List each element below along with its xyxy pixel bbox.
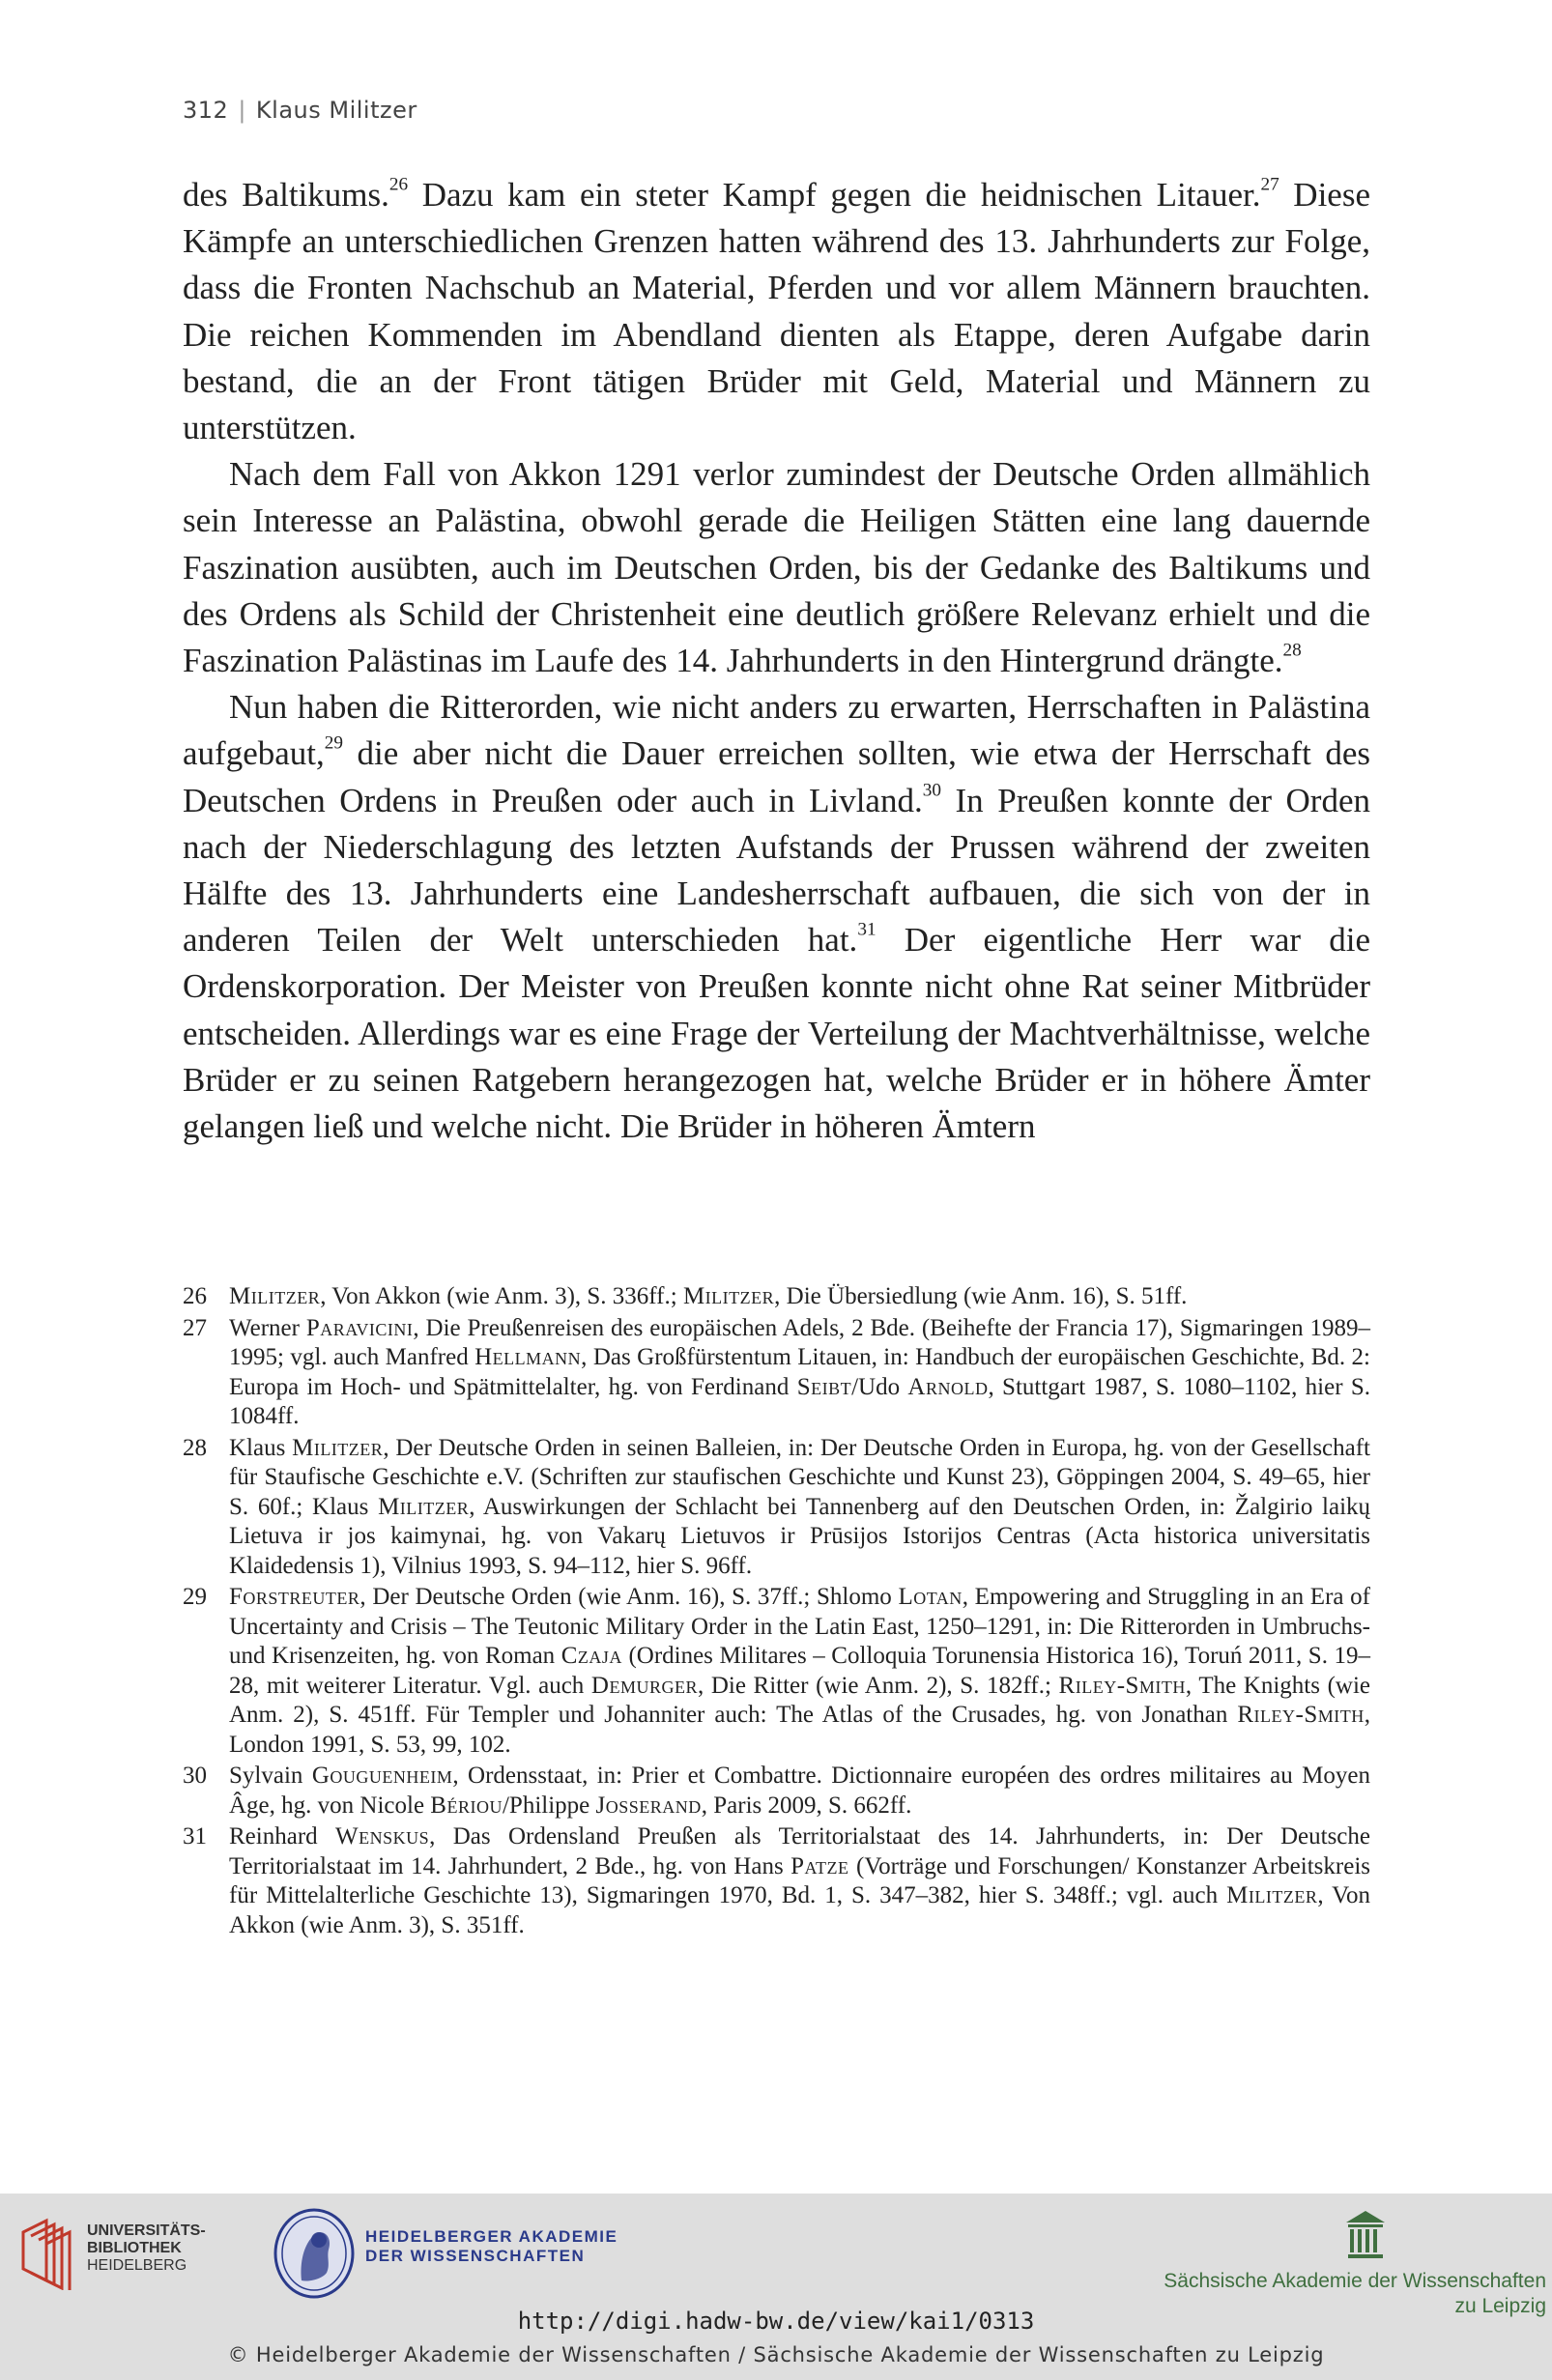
author-name: Josserand <box>595 1792 702 1819</box>
footnote-30 <box>183 1762 1370 1821</box>
text-run: , Von Akkon (wie Anm. 3), S. 351ff. <box>229 1882 1370 1938</box>
text-run: , London 1991, S. 53, 99, 102. <box>229 1702 1370 1758</box>
running-author: Klaus Militzer <box>255 97 417 124</box>
text-run: die aber nicht die Dauer erreichen sollten, wie etwa der Herrschaft des Deutschen Ordens in Preußen oder auch in Livland. <box>183 734 1370 819</box>
ub-heidelberg-wordmark <box>87 2222 206 2275</box>
text-run: Nach dem Fall von Akkon 1291 verlor zumindest der Deutsche Orden allmählich sein Interesse an Palästina, obwohl gerade die Heiligen Stätten eine lang dauernde Faszination ausübten, auch im Deutschen Orden, bis der Gedanke des Baltikums und des Ordens als Schild der Christenheit eine deutlich größere Relevanz erhielt und die Faszination Palästinas im Laufe des 14. Jahrhunderts in den Hintergrund drängte. <box>183 455 1370 680</box>
text-run: , Die Preußenreisen des europäischen Adels, 2 Bde. (Beihefte der Francia 17), Sigmaringen 1989–1995; vgl. auch Manfred <box>229 1314 1370 1370</box>
text-run: Der eigentliche Herr war die Ordenskorporation. Der Meister von Preußen konnte nicht ohne Rat seiner Mitbrüder entscheiden. Allerdings war es eine Frage der Verteilung der Machtverhältnisse, welche Brüder er zu seinen Ratgebern herangezogen hat, welche Brüder er in höhere Ämter gelangen ließ und welche nicht. Die Brüder in höheren Ämtern <box>183 921 1370 1146</box>
author-name: Arnold <box>907 1373 989 1400</box>
author-name: Forstreuter <box>229 1584 360 1610</box>
author-name: Riley-Smith <box>1058 1672 1186 1699</box>
text-run: , Empowering and Struggling in an Era of Uncertainty and Crisis – The Teutonic Military Order in the Latin East, 1250–1291, in: Die Ritterorden in Umbruchs- und Krisenzeiten, hg. von Roman <box>229 1584 1370 1669</box>
text-run: , Das Großfürstentum Litauen, in: Handbuch der europäischen Geschichte, Bd. 2: Europa im Hoch- und Spätmittelalter, hg. von Ferdinand <box>229 1344 1370 1400</box>
author-name: Militzer <box>292 1434 384 1461</box>
author-name: Seibt <box>796 1373 852 1400</box>
running-header <box>183 97 417 124</box>
paragraph-2 <box>183 451 1370 684</box>
saw-line-1: Sächsische Akademie der Wissenschaften <box>1164 2270 1546 2292</box>
text-run: Nun haben die Ritterorden, wie nicht anders zu erwarten, Herrschaften in Palästina aufgebaut, <box>183 688 1370 773</box>
text-run: (Ordines Militares – Colloquia Torunensia Historica 16), Toruń 2011, S. 19–28, mit weiterer Literatur. Vgl. auch <box>229 1643 1370 1699</box>
text-run: Werner <box>229 1314 306 1341</box>
author-name: Gouguenheim <box>311 1763 453 1789</box>
author-name: Militzer <box>682 1283 775 1309</box>
footnote-number: 29 <box>183 1584 207 1610</box>
author-name: Czaja <box>560 1643 622 1669</box>
author-name: Wenskus <box>335 1823 430 1850</box>
ub-line-2: BIBLIOTHEK <box>87 2240 182 2256</box>
text-run: Diese Kämpfe an unterschiedlichen Grenzen hatten während des 13. Jahrhunderts zur Folge, dass die Fronten Nachschub an Material, Pferden und vor allem Männern brauchten. Die reichen Kommenden im Abendland dienten als Etappe, deren Aufgabe darin bestand, die an der Front tätigen Brüder mit Geld, Material und Männern zu unterstützen. <box>183 176 1370 447</box>
text-run: /Udo <box>851 1373 908 1400</box>
footnote-27 <box>183 1314 1370 1432</box>
text-run: , Auswirkungen der Schlacht bei Tannenberg auf den Deutschen Orden, in: Žalgirio laikų Lietuva ir jos kaimynai, hg. von Vakarų Lietuvos ir Prūsijos Istorijos Centras (Acta historica universitatis Klaidedensis 1), Vilnius 1993, S. 94–112, hier S. 96ff. <box>229 1493 1371 1579</box>
copyright-notice: © Heidelberger Akademie der Wissenschaften / Sächsische Akademie der Wissenschaften zu Leipzig <box>227 2343 1325 2366</box>
text-run: Dazu kam ein steter Kampf gegen die heidnischen Litauer. <box>408 176 1261 214</box>
source-url-link[interactable]: http://digi.hadw-bw.de/view/kai1/0313 <box>517 2308 1035 2335</box>
hadw-wordmark <box>365 2227 618 2266</box>
footnote-number: 31 <box>183 1823 207 1850</box>
footnote-number: 26 <box>183 1283 207 1309</box>
footnote-number: 30 <box>183 1763 207 1789</box>
author-name: Demurger <box>590 1672 698 1699</box>
footnote-29 <box>183 1583 1370 1760</box>
hadw-seal-icon <box>271 2205 358 2302</box>
footnote-31 <box>183 1822 1370 1940</box>
text-run: , Paris 2009, S. 662ff. <box>701 1792 912 1819</box>
text-run: , Ordensstaat, in: Prier et Combattre. Dictionnaire européen des ordres militaires au Moyen Âge, hg. von Nicole <box>229 1763 1370 1819</box>
saw-line-2: zu Leipzig <box>1454 2295 1546 2317</box>
page-number: 312 <box>183 97 229 124</box>
text-run: des Baltikums. <box>183 176 389 214</box>
saw-leipzig-emblem-icon <box>1346 2211 1385 2259</box>
footnote-ref-26[interactable]: 26 <box>388 174 409 195</box>
text-run: , Das Ordensland Preußen als Territorialstaat des 14. Jahrhunderts, in: Der Deutsche Territorialstaat im 14. Jahrhundert, 2 Bde., hg. von Hans <box>229 1823 1370 1879</box>
hadw-line-2: DER WISSENSCHAFTEN <box>365 2247 586 2265</box>
text-run: Klaus <box>229 1434 293 1461</box>
author-name: Lotan <box>898 1584 963 1610</box>
text-run: , Der Deutsche Orden in seinen Balleien, in: Der Deutsche Orden in Europa, hg. von der Gesellschaft für Staufische Geschichte e.V. (Schriften zur staufischen Geschichte und Kunst 23), Göppingen 2004, S. 49–65, hier S. 60f.; Klaus <box>229 1434 1371 1520</box>
footnote-26 <box>183 1282 1370 1312</box>
footnote-ref-30[interactable]: 30 <box>922 780 941 801</box>
text-run: In Preußen konnte der Orden nach der Niederschlagung des letzten Aufstands der Prussen während der zweiten Hälfte des 13. Jahrhunderts eine Landesherrschaft aufbauen, die sich von der in anderen Teilen der Welt unterschieden hat. <box>183 781 1371 960</box>
author-name: Hellmann <box>474 1344 582 1370</box>
text-run: (Vorträge und Forschungen/ Konstanzer Arbeitskreis für Mittelalterliche Geschichte 13), Sigmaringen 1970, Bd. 1, S. 347–382, hier S. 348ff.; vgl. auch <box>229 1852 1370 1908</box>
ub-line-3: HEIDELBERG <box>87 2257 187 2274</box>
footnote-ref-28[interactable]: 28 <box>1282 640 1302 661</box>
ub-line-1: UNIVERSITÄTS- <box>87 2222 206 2239</box>
main-text <box>183 172 1370 1150</box>
text-run: /Philippe <box>502 1792 596 1819</box>
text-run: , Der Deutsche Orden (wie Anm. 16), S. 37ff.; Shlomo <box>359 1584 899 1610</box>
author-name: Militzer <box>229 1283 321 1309</box>
text-run: , Die Ritter (wie Anm. 2), S. 182ff.; <box>697 1672 1059 1699</box>
author-name: Riley-Smith <box>1237 1702 1365 1728</box>
text-run: , Die Übersiedlung (wie Anm. 16), S. 51ff. <box>774 1283 1188 1309</box>
paragraph-1 <box>183 172 1370 451</box>
text-run: Reinhard <box>229 1823 336 1850</box>
hadw-line-1: HEIDELBERGER AKADEMIE <box>365 2227 618 2246</box>
text-run: Sylvain <box>229 1763 312 1789</box>
author-name: Militzer <box>1226 1882 1318 1908</box>
footnote-ref-31[interactable]: 31 <box>857 919 877 940</box>
author-name: Bériou <box>430 1792 503 1819</box>
footnote-number: 27 <box>183 1314 207 1341</box>
header-separator: | <box>238 97 246 124</box>
text-run: , Stuttgart 1987, S. 1080–1102, hier S. 1084ff. <box>229 1373 1371 1429</box>
footnote-number: 28 <box>183 1434 207 1461</box>
text-run: , Von Akkon (wie Anm. 3), S. 336ff.; <box>320 1283 683 1309</box>
author-name: Patze <box>790 1852 849 1879</box>
paragraph-3 <box>183 684 1370 1150</box>
footnote-ref-27[interactable]: 27 <box>1260 174 1279 195</box>
author-name: Paravicini <box>305 1314 414 1341</box>
footnotes <box>183 1282 1370 1942</box>
text-run: , The Knights (wie Anm. 2), S. 451ff. Für Templer und Johanniter auch: The Atlas of the Crusades, hg. von Jonathan <box>229 1672 1370 1728</box>
author-name: Militzer <box>378 1493 470 1520</box>
footnote-ref-29[interactable]: 29 <box>324 733 343 755</box>
footnote-28 <box>183 1434 1370 1582</box>
